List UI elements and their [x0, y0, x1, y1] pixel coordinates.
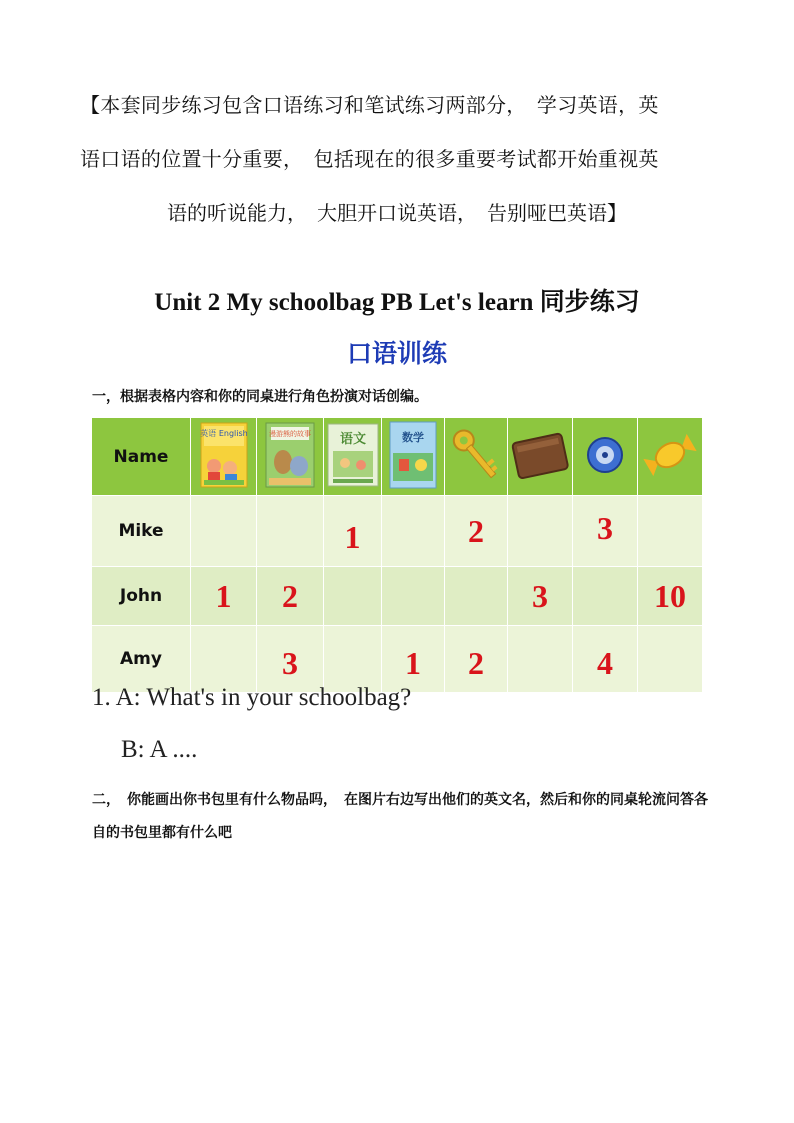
intro-paragraph — [80, 78, 714, 240]
intro-line-1: 【本套同步练习包含口语练习和笔试练习两部分， 学习英语，英 — [80, 93, 659, 117]
section1-instruction: 一，根据表格内容和你的同桌进行角色扮演对话创编。 — [92, 389, 428, 405]
table-row — [92, 626, 703, 693]
header-col-2 — [257, 418, 324, 496]
header-col-3 — [324, 418, 382, 496]
table-cell: 1 — [382, 626, 445, 693]
table-cell: 1 — [324, 496, 382, 567]
dialogue-question: 1. A: What's in your schoolbag? — [92, 684, 412, 711]
section2-instruction: 二， 你能画出你书包里有什么物品吗， 在图片右边写出他们的英文名，然后和你的同桌轮流问答各自的书包里都有什么吧 — [92, 792, 708, 841]
table-cell: 3 — [573, 496, 638, 567]
table-cell: 2 — [445, 496, 508, 567]
table-cell — [508, 626, 573, 693]
table-cell: 2 — [445, 626, 508, 693]
key-icon — [452, 424, 500, 486]
header-col-5 — [445, 418, 508, 496]
row-name: Mike — [92, 496, 191, 567]
table-cell — [382, 496, 445, 567]
row-name: Amy — [92, 626, 191, 693]
chinese-book-icon — [327, 423, 379, 487]
svg-text:英语 English: 英语 English — [199, 428, 248, 438]
table-row — [92, 567, 703, 626]
intro-line-3: 语的听说能力， 大胆开口说英语， 告别哑巴英语】 — [167, 201, 627, 225]
math-book-icon — [389, 421, 437, 489]
table-header-row — [92, 418, 703, 496]
table-cell — [324, 567, 382, 626]
header-col-4 — [382, 418, 445, 496]
table-cell: 3 — [257, 626, 324, 693]
storybook-icon — [265, 422, 315, 488]
svg-text:数学: 数学 — [402, 430, 424, 444]
table-cell — [573, 567, 638, 626]
table-cell — [191, 626, 257, 693]
table-cell: 2 — [257, 567, 324, 626]
table-cell — [257, 496, 324, 567]
candy-icon — [641, 427, 699, 483]
header-col-8 — [638, 418, 703, 496]
table-cell — [382, 567, 445, 626]
yoyo-icon — [585, 435, 625, 475]
intro-line-2: 语口语的位置十分重要， 包括现在的很多重要考试都开始重视英 — [80, 147, 659, 171]
table-cell: 4 — [573, 626, 638, 693]
table-cell: 1 — [191, 567, 257, 626]
english-book-icon — [200, 422, 248, 488]
table-cell — [508, 496, 573, 567]
table-cell — [191, 496, 257, 567]
table-row — [92, 496, 703, 567]
dialogue-answer: B: A .... — [121, 736, 198, 763]
table-cell — [638, 626, 703, 693]
wallet-icon — [511, 428, 569, 482]
page-title: Unit 2 My schoolbag PB Let's learn 同步练习 — [154, 289, 640, 316]
page-subtitle: 口语训练 — [346, 339, 447, 368]
header-name-label: Name — [92, 418, 191, 496]
svg-text:漫游熊的故事: 漫游熊的故事 — [269, 429, 311, 438]
header-col-6 — [508, 418, 573, 496]
table-cell — [445, 567, 508, 626]
header-col-7 — [573, 418, 638, 496]
table-cell: 10 — [638, 567, 703, 626]
header-col-1 — [191, 418, 257, 496]
row-name: John — [92, 567, 191, 626]
table-cell — [638, 496, 703, 567]
table-cell — [324, 626, 382, 693]
svg-text:语文: 语文 — [339, 431, 366, 447]
table-cell: 3 — [508, 567, 573, 626]
items-table — [91, 417, 703, 693]
